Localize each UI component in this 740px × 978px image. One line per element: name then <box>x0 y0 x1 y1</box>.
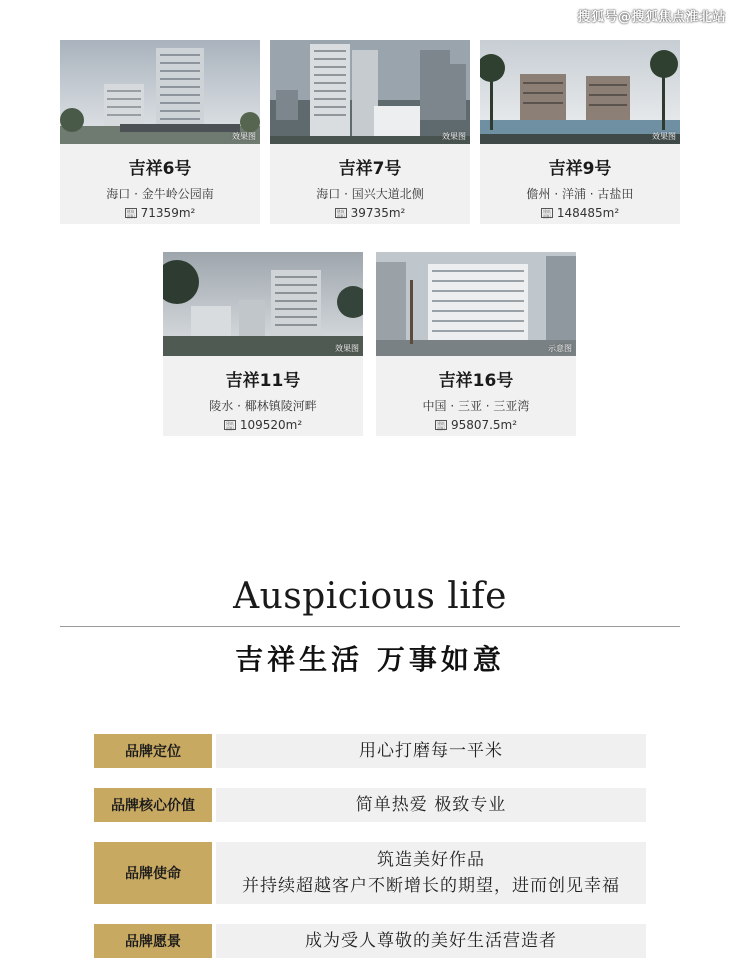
project-location: 海口 · 金牛岭公园南 <box>106 187 214 201</box>
project-name: 吉祥7号 <box>338 159 402 179</box>
project-card-9[interactable] <box>480 40 680 224</box>
project-area-value: 148485m² <box>556 206 620 220</box>
photo-tag: 示意图 <box>548 344 572 353</box>
area-icon: 建筑面积 <box>436 421 445 431</box>
watermark: 搜狐号@搜狐焦点淮北站 <box>577 10 726 25</box>
brand-row-positioning <box>94 734 646 768</box>
project-area-value: 71359m² <box>140 206 196 220</box>
project-location: 陵水 · 椰林镇陵河畔 <box>209 399 317 413</box>
photo-tag: 效果图 <box>442 132 466 141</box>
brand-row-line: 并持续超越客户不断增长的期望，进而创见幸福 <box>242 876 620 896</box>
brand-row-label: 品牌愿景 <box>94 924 212 958</box>
project-area <box>163 418 363 432</box>
project-name: 吉祥16号 <box>438 371 514 391</box>
project-card-11[interactable] <box>163 252 363 436</box>
brand-row-line: 成为受人尊敬的美好生活营造者 <box>305 931 557 951</box>
project-name: 吉祥9号 <box>548 159 612 179</box>
brand-row-line: 筑造美好作品 <box>377 850 485 870</box>
brand-row-value <box>216 842 646 904</box>
brand-row-mission <box>94 842 646 904</box>
project-name: 吉祥11号 <box>225 371 301 391</box>
project-name: 吉祥6号 <box>128 159 192 179</box>
slogan: 吉祥生活 万事如意 <box>235 643 505 676</box>
project-card-6[interactable] <box>60 40 260 224</box>
brand-row-label: 品牌核心价值 <box>94 788 212 822</box>
project-area <box>60 206 260 220</box>
brand-row-line: 用心打磨每一平米 <box>359 741 503 761</box>
brand-row-vision <box>94 924 646 958</box>
brand-row-value <box>216 788 646 822</box>
project-area-value: 109520m² <box>239 418 303 432</box>
project-area-value: 95807.5m² <box>450 418 518 432</box>
project-card-16[interactable] <box>376 252 576 436</box>
area-icon: 建筑面积 <box>336 209 345 219</box>
project-photo <box>163 252 363 356</box>
brand-row-label: 品牌定位 <box>94 734 212 768</box>
brand-row-core-value <box>94 788 646 822</box>
brand-row-line: 简单热爱 极致专业 <box>355 795 507 815</box>
project-photo <box>60 40 260 144</box>
project-area <box>480 206 680 220</box>
project-location: 海口 · 国兴大道北侧 <box>316 187 424 201</box>
project-location: 儋州 · 洋浦 · 古盐田 <box>526 187 634 201</box>
project-area <box>270 206 470 220</box>
brand-row-value <box>216 924 646 958</box>
project-location: 中国 · 三亚 · 三亚湾 <box>422 399 530 413</box>
project-photo <box>480 40 680 144</box>
project-photo <box>270 40 470 144</box>
project-photo <box>376 252 576 356</box>
photo-tag: 效果图 <box>232 132 256 141</box>
area-icon: 建筑面积 <box>126 209 135 219</box>
project-card-7[interactable] <box>270 40 470 224</box>
project-area <box>376 418 576 432</box>
photo-tag: 效果图 <box>652 132 676 141</box>
photo-tag: 效果图 <box>335 344 359 353</box>
project-area-value: 39735m² <box>350 206 406 220</box>
divider <box>60 626 680 627</box>
area-icon: 建筑面积 <box>542 209 551 219</box>
headline: Auspicious life <box>233 576 507 617</box>
brand-row-label: 品牌使命 <box>94 842 212 904</box>
brand-row-value <box>216 734 646 768</box>
area-icon: 建筑面积 <box>225 421 234 431</box>
